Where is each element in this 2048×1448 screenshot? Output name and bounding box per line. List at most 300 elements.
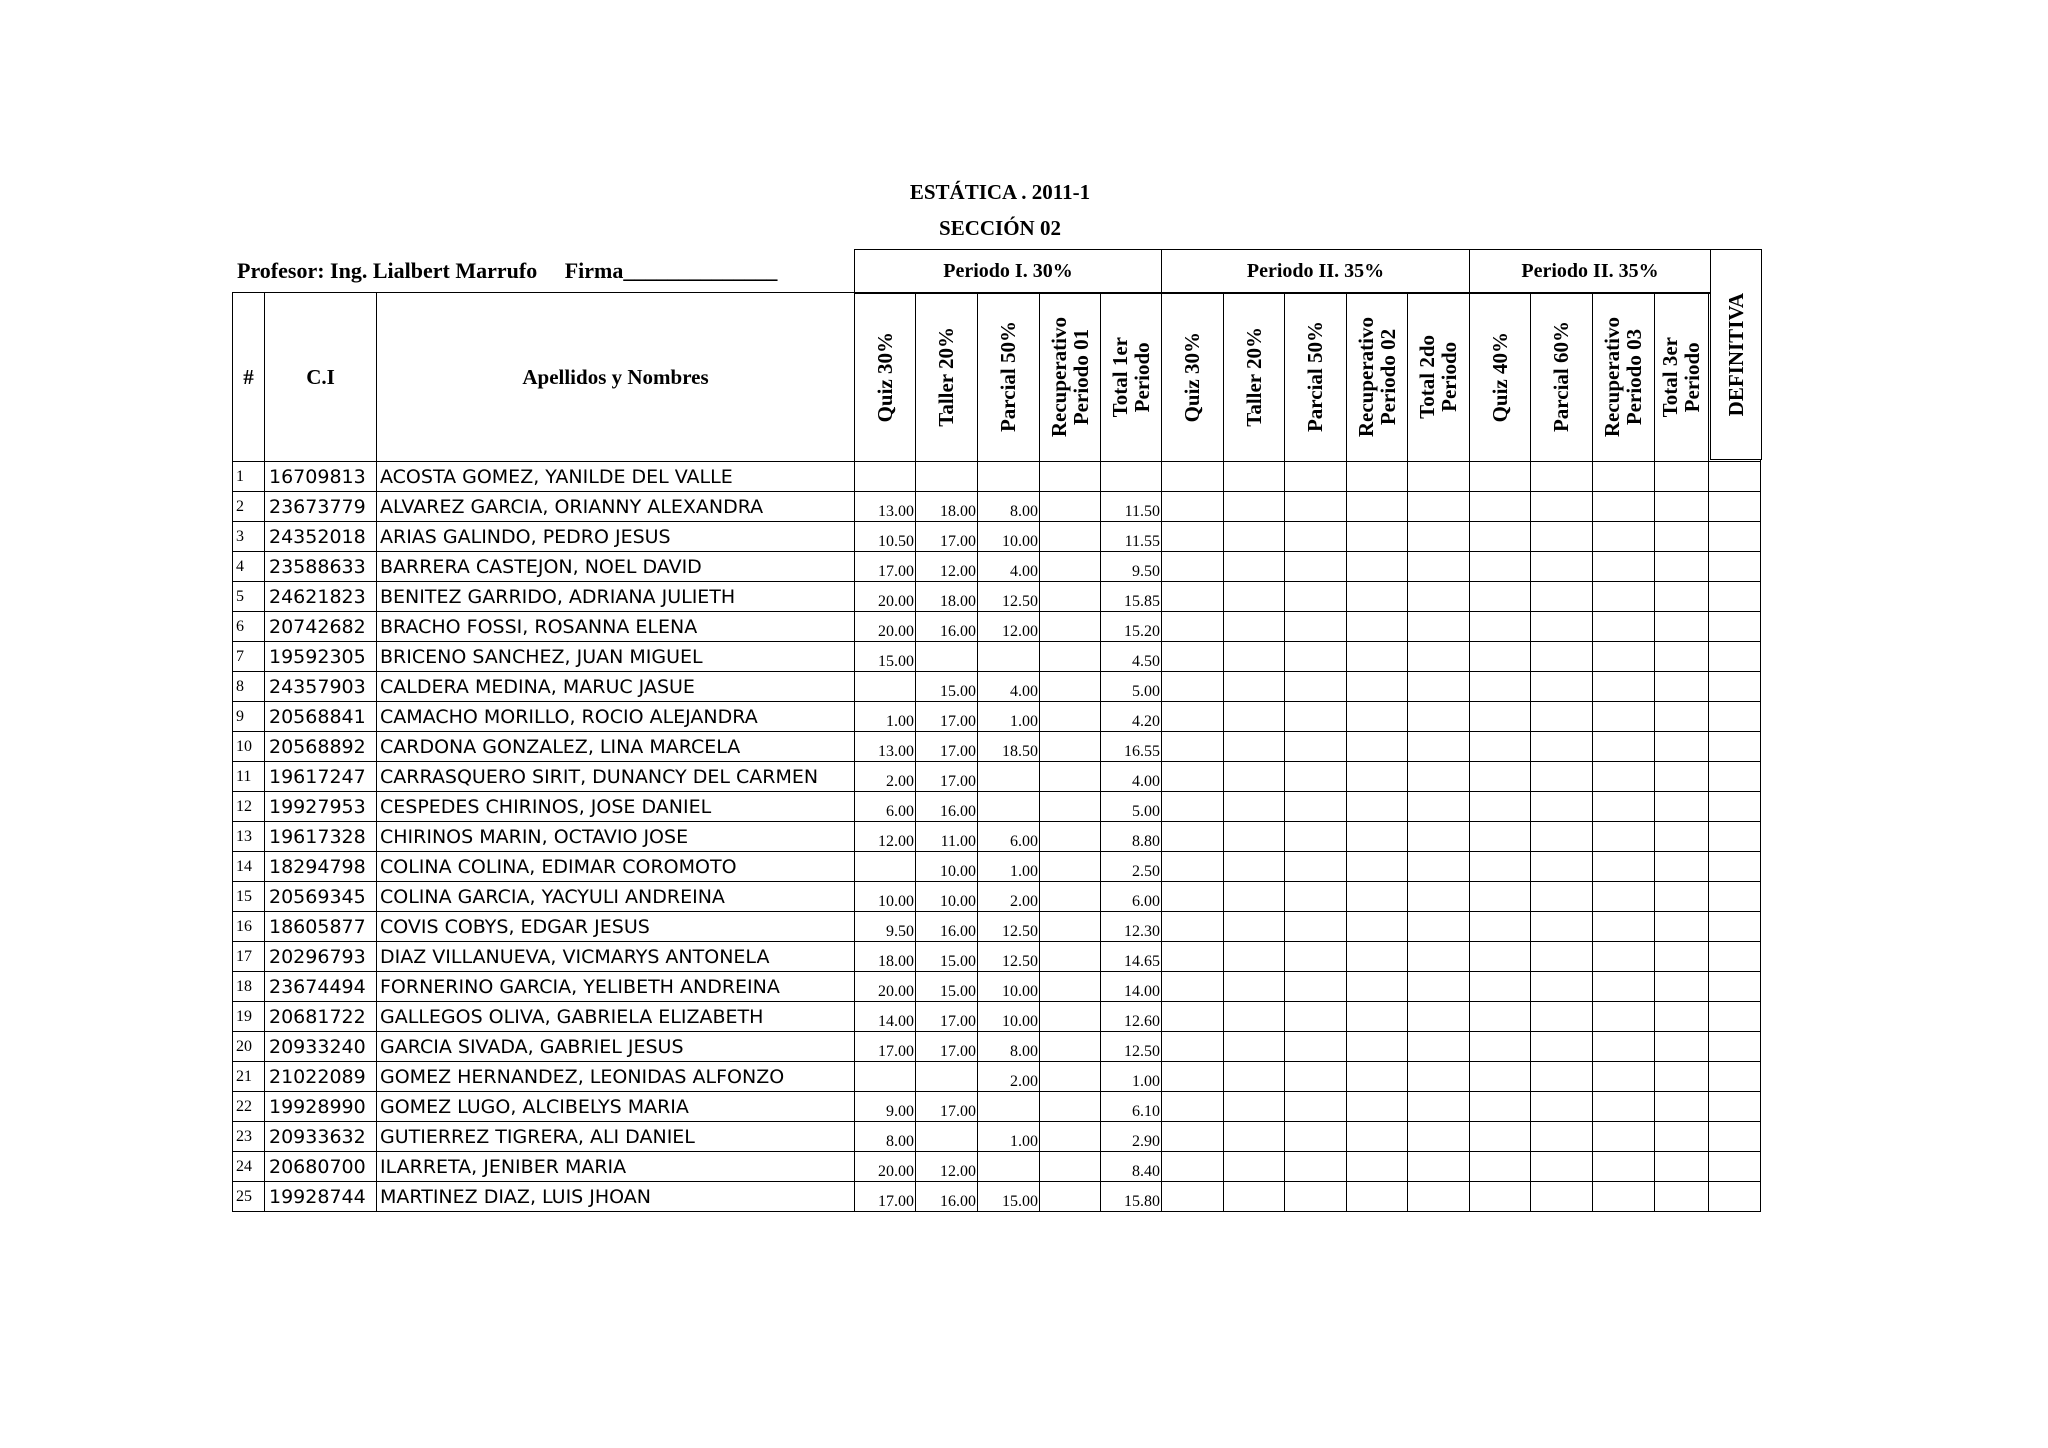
grade-p3-quiz bbox=[1470, 1002, 1531, 1032]
grade-p2-quiz bbox=[1162, 852, 1224, 882]
grade-p2-total bbox=[1408, 552, 1470, 582]
grade-p1-parcial: 1.00 bbox=[978, 1122, 1040, 1152]
grade-p1-quiz: 8.00 bbox=[855, 1122, 916, 1152]
grade-p2-quiz bbox=[1162, 942, 1224, 972]
row-number: 19 bbox=[233, 1002, 265, 1032]
grade-p1-taller: 12.00 bbox=[916, 552, 978, 582]
grade-p3-total bbox=[1655, 942, 1709, 972]
student-ci: 20568841 bbox=[265, 702, 377, 732]
grade-p1-recuperativo bbox=[1040, 1062, 1101, 1092]
grade-p1-recuperativo bbox=[1040, 972, 1101, 1002]
grade-p1-parcial bbox=[978, 1092, 1040, 1122]
period-3-header: Periodo II. 35% bbox=[1470, 250, 1711, 294]
grade-p3-quiz bbox=[1470, 942, 1531, 972]
grade-p3-parcial bbox=[1531, 792, 1593, 822]
student-row bbox=[233, 792, 1761, 822]
header-p3-parcial: Parcial 60% bbox=[1531, 293, 1593, 462]
student-row bbox=[233, 462, 1761, 492]
student-ci: 18294798 bbox=[265, 852, 377, 882]
grade-p2-quiz bbox=[1162, 1182, 1224, 1212]
grade-p3-recuperativo bbox=[1593, 702, 1655, 732]
student-row bbox=[233, 492, 1761, 522]
grade-p1-recuperativo bbox=[1040, 762, 1101, 792]
grade-p1-recuperativo bbox=[1040, 882, 1101, 912]
grade-p1-taller: 17.00 bbox=[916, 732, 978, 762]
header-p3-quiz: Quiz 40% bbox=[1470, 293, 1531, 462]
grade-p3-parcial bbox=[1531, 1182, 1593, 1212]
grade-p1-parcial: 12.50 bbox=[978, 582, 1040, 612]
grade-p3-total bbox=[1655, 1182, 1709, 1212]
grade-p2-total bbox=[1408, 612, 1470, 642]
grade-p1-parcial: 2.00 bbox=[978, 882, 1040, 912]
student-name: DIAZ VILLANUEVA, VICMARYS ANTONELA bbox=[377, 942, 855, 972]
student-row bbox=[233, 1122, 1761, 1152]
student-name: ILARRETA, JENIBER MARIA bbox=[377, 1152, 855, 1182]
grade-definitiva bbox=[1709, 1122, 1761, 1152]
header-ci: C.I bbox=[265, 293, 377, 462]
grade-p3-quiz bbox=[1470, 702, 1531, 732]
grade-p1-taller: 18.00 bbox=[916, 582, 978, 612]
student-name: GARCIA SIVADA, GABRIEL JESUS bbox=[377, 1032, 855, 1062]
grade-p1-recuperativo bbox=[1040, 1092, 1101, 1122]
grade-p1-taller: 15.00 bbox=[916, 942, 978, 972]
grade-p2-quiz bbox=[1162, 792, 1224, 822]
row-number: 11 bbox=[233, 762, 265, 792]
grade-p1-quiz: 9.50 bbox=[855, 912, 916, 942]
grade-p1-total: 8.80 bbox=[1101, 822, 1162, 852]
row-number: 20 bbox=[233, 1032, 265, 1062]
grade-p2-recuperativo bbox=[1347, 672, 1408, 702]
grade-p2-quiz bbox=[1162, 762, 1224, 792]
grade-p2-total bbox=[1408, 732, 1470, 762]
grade-p1-parcial: 18.50 bbox=[978, 732, 1040, 762]
grade-p2-recuperativo bbox=[1347, 1002, 1408, 1032]
grade-p3-parcial bbox=[1531, 462, 1593, 492]
grade-p3-parcial bbox=[1531, 522, 1593, 552]
grade-p1-quiz: 13.00 bbox=[855, 492, 916, 522]
grade-p3-recuperativo bbox=[1593, 492, 1655, 522]
grade-p1-taller: 15.00 bbox=[916, 672, 978, 702]
grade-p3-parcial bbox=[1531, 642, 1593, 672]
grade-p3-total bbox=[1655, 1032, 1709, 1062]
grade-p2-quiz bbox=[1162, 672, 1224, 702]
grade-p1-quiz: 15.00 bbox=[855, 642, 916, 672]
grade-p3-quiz bbox=[1470, 492, 1531, 522]
student-row bbox=[233, 822, 1761, 852]
row-number: 1 bbox=[233, 462, 265, 492]
student-ci: 23674494 bbox=[265, 972, 377, 1002]
grade-p2-parcial bbox=[1285, 582, 1347, 612]
student-ci: 24357903 bbox=[265, 672, 377, 702]
grade-p1-quiz: 10.00 bbox=[855, 882, 916, 912]
header-p2-parcial: Parcial 50% bbox=[1285, 293, 1347, 462]
grade-p3-recuperativo bbox=[1593, 582, 1655, 612]
grade-p3-quiz bbox=[1470, 552, 1531, 582]
student-name: GUTIERREZ TIGRERA, ALI DANIEL bbox=[377, 1122, 855, 1152]
grade-p3-quiz bbox=[1470, 1182, 1531, 1212]
grade-p2-parcial bbox=[1285, 822, 1347, 852]
grade-p2-parcial bbox=[1285, 1032, 1347, 1062]
grade-p3-total bbox=[1655, 552, 1709, 582]
grade-p1-total: 12.30 bbox=[1101, 912, 1162, 942]
student-name: MARTINEZ DIAZ, LUIS JHOAN bbox=[377, 1182, 855, 1212]
student-row bbox=[233, 642, 1761, 672]
grade-p1-recuperativo bbox=[1040, 492, 1101, 522]
student-name: COLINA COLINA, EDIMAR COROMOTO bbox=[377, 852, 855, 882]
grade-p1-total: 6.00 bbox=[1101, 882, 1162, 912]
student-name: CARRASQUERO SIRIT, DUNANCY DEL CARMEN bbox=[377, 762, 855, 792]
grade-p3-total bbox=[1655, 762, 1709, 792]
grade-definitiva bbox=[1709, 642, 1761, 672]
grade-p2-quiz bbox=[1162, 702, 1224, 732]
student-ci: 19928990 bbox=[265, 1092, 377, 1122]
grade-p2-total bbox=[1408, 822, 1470, 852]
grade-p1-parcial bbox=[978, 642, 1040, 672]
grade-p1-total: 5.00 bbox=[1101, 792, 1162, 822]
row-number: 24 bbox=[233, 1152, 265, 1182]
header-name: Apellidos y Nombres bbox=[377, 293, 855, 462]
period-header-table bbox=[854, 249, 1711, 294]
student-ci: 23673779 bbox=[265, 492, 377, 522]
grade-p2-parcial bbox=[1285, 492, 1347, 522]
grade-p3-parcial bbox=[1531, 1002, 1593, 1032]
grade-p2-parcial bbox=[1285, 642, 1347, 672]
grade-p1-total: 5.00 bbox=[1101, 672, 1162, 702]
grade-p2-quiz bbox=[1162, 612, 1224, 642]
grade-p1-total: 14.00 bbox=[1101, 972, 1162, 1002]
grade-definitiva bbox=[1709, 822, 1761, 852]
grade-p3-recuperativo bbox=[1593, 762, 1655, 792]
grade-p2-recuperativo bbox=[1347, 1032, 1408, 1062]
grade-p1-taller bbox=[916, 1062, 978, 1092]
grade-p2-parcial bbox=[1285, 462, 1347, 492]
grade-p1-quiz: 20.00 bbox=[855, 972, 916, 1002]
grade-p3-recuperativo bbox=[1593, 1032, 1655, 1062]
grade-p3-parcial bbox=[1531, 762, 1593, 792]
grade-p1-recuperativo bbox=[1040, 852, 1101, 882]
grade-p1-recuperativo bbox=[1040, 1032, 1101, 1062]
grade-definitiva bbox=[1709, 1182, 1761, 1212]
grade-p3-parcial bbox=[1531, 672, 1593, 702]
grade-definitiva bbox=[1709, 792, 1761, 822]
grade-p2-taller bbox=[1224, 582, 1285, 612]
student-row bbox=[233, 1062, 1761, 1092]
grade-p1-quiz: 14.00 bbox=[855, 1002, 916, 1032]
row-number: 16 bbox=[233, 912, 265, 942]
grade-p1-taller: 15.00 bbox=[916, 972, 978, 1002]
grade-p2-quiz bbox=[1162, 1002, 1224, 1032]
grade-p1-recuperativo bbox=[1040, 732, 1101, 762]
grade-p2-total bbox=[1408, 1032, 1470, 1062]
row-number: 3 bbox=[233, 522, 265, 552]
grade-p2-recuperativo bbox=[1347, 1062, 1408, 1092]
grade-p1-parcial: 1.00 bbox=[978, 852, 1040, 882]
grade-definitiva bbox=[1709, 1152, 1761, 1182]
grade-p1-quiz: 10.50 bbox=[855, 522, 916, 552]
grade-definitiva bbox=[1709, 1062, 1761, 1092]
student-ci: 20933240 bbox=[265, 1032, 377, 1062]
grade-p2-total bbox=[1408, 972, 1470, 1002]
student-name: GOMEZ LUGO, ALCIBELYS MARIA bbox=[377, 1092, 855, 1122]
grade-p2-parcial bbox=[1285, 942, 1347, 972]
student-row bbox=[233, 882, 1761, 912]
grade-p3-total bbox=[1655, 672, 1709, 702]
header-p1-total: Total 1er Periodo bbox=[1101, 293, 1162, 462]
section-title: SECCIÓN 02 bbox=[939, 216, 1061, 240]
grade-p1-parcial: 4.00 bbox=[978, 552, 1040, 582]
grade-p1-recuperativo bbox=[1040, 552, 1101, 582]
grade-p2-recuperativo bbox=[1347, 792, 1408, 822]
header-p3-recuperativo: Recuperativo Periodo 03 bbox=[1593, 293, 1655, 462]
student-ci: 19592305 bbox=[265, 642, 377, 672]
student-name: CHIRINOS MARIN, OCTAVIO JOSE bbox=[377, 822, 855, 852]
row-number: 9 bbox=[233, 702, 265, 732]
grade-p2-parcial bbox=[1285, 702, 1347, 732]
grade-p3-recuperativo bbox=[1593, 612, 1655, 642]
grade-p3-parcial bbox=[1531, 552, 1593, 582]
student-row bbox=[233, 912, 1761, 942]
grade-p2-total bbox=[1408, 672, 1470, 702]
student-row bbox=[233, 672, 1761, 702]
grade-p2-total bbox=[1408, 1152, 1470, 1182]
grade-p2-taller bbox=[1224, 1062, 1285, 1092]
grade-p1-quiz: 18.00 bbox=[855, 942, 916, 972]
grade-p3-total bbox=[1655, 702, 1709, 732]
grade-p2-total bbox=[1408, 492, 1470, 522]
grade-p2-parcial bbox=[1285, 522, 1347, 552]
grade-p1-quiz bbox=[855, 852, 916, 882]
grade-p1-taller: 16.00 bbox=[916, 912, 978, 942]
grade-p2-parcial bbox=[1285, 672, 1347, 702]
grade-p2-recuperativo bbox=[1347, 552, 1408, 582]
grade-p1-quiz: 2.00 bbox=[855, 762, 916, 792]
student-ci: 21022089 bbox=[265, 1062, 377, 1092]
grade-p2-taller bbox=[1224, 522, 1285, 552]
grade-p2-taller bbox=[1224, 612, 1285, 642]
grade-p2-quiz bbox=[1162, 1122, 1224, 1152]
grade-p1-parcial: 10.00 bbox=[978, 972, 1040, 1002]
grade-p3-quiz bbox=[1470, 1062, 1531, 1092]
grade-p3-quiz bbox=[1470, 582, 1531, 612]
grade-p2-taller bbox=[1224, 1032, 1285, 1062]
student-name: GOMEZ HERNANDEZ, LEONIDAS ALFONZO bbox=[377, 1062, 855, 1092]
grade-p3-quiz bbox=[1470, 642, 1531, 672]
grade-p3-recuperativo bbox=[1593, 552, 1655, 582]
student-name: ARIAS GALINDO, PEDRO JESUS bbox=[377, 522, 855, 552]
student-name: FORNERINO GARCIA, YELIBETH ANDREINA bbox=[377, 972, 855, 1002]
grade-p2-total bbox=[1408, 702, 1470, 732]
grade-p2-total bbox=[1408, 942, 1470, 972]
student-name: BARRERA CASTEJON, NOEL DAVID bbox=[377, 552, 855, 582]
grade-p2-quiz bbox=[1162, 822, 1224, 852]
grade-p1-quiz: 13.00 bbox=[855, 732, 916, 762]
grade-p3-quiz bbox=[1470, 672, 1531, 702]
row-number: 17 bbox=[233, 942, 265, 972]
grade-p2-recuperativo bbox=[1347, 462, 1408, 492]
grade-p2-quiz bbox=[1162, 462, 1224, 492]
grade-p3-recuperativo bbox=[1593, 1122, 1655, 1152]
student-name: BENITEZ GARRIDO, ADRIANA JULIETH bbox=[377, 582, 855, 612]
grade-p3-recuperativo bbox=[1593, 1002, 1655, 1032]
row-number: 10 bbox=[233, 732, 265, 762]
grade-p1-taller: 16.00 bbox=[916, 792, 978, 822]
student-ci: 19617247 bbox=[265, 762, 377, 792]
grade-p3-parcial bbox=[1531, 732, 1593, 762]
student-ci: 19928744 bbox=[265, 1182, 377, 1212]
grade-p1-taller: 10.00 bbox=[916, 852, 978, 882]
grade-p1-quiz bbox=[855, 462, 916, 492]
grade-p3-total bbox=[1655, 1002, 1709, 1032]
grade-p3-total bbox=[1655, 642, 1709, 672]
student-row bbox=[233, 582, 1761, 612]
header-p2-quiz: Quiz 30% bbox=[1162, 293, 1224, 462]
grade-definitiva bbox=[1709, 522, 1761, 552]
grade-p3-total bbox=[1655, 822, 1709, 852]
grade-definitiva bbox=[1709, 972, 1761, 1002]
grade-p1-quiz: 17.00 bbox=[855, 1182, 916, 1212]
grade-p2-quiz bbox=[1162, 1092, 1224, 1122]
grade-p1-parcial: 4.00 bbox=[978, 672, 1040, 702]
grade-p2-recuperativo bbox=[1347, 822, 1408, 852]
grade-p1-taller: 12.00 bbox=[916, 1152, 978, 1182]
grade-p3-quiz bbox=[1470, 522, 1531, 552]
grade-p1-parcial bbox=[978, 1152, 1040, 1182]
grade-p1-recuperativo bbox=[1040, 522, 1101, 552]
grade-p1-parcial: 8.00 bbox=[978, 492, 1040, 522]
grade-p2-taller bbox=[1224, 492, 1285, 522]
grade-p3-quiz bbox=[1470, 732, 1531, 762]
grade-p1-quiz: 20.00 bbox=[855, 612, 916, 642]
grade-p1-recuperativo bbox=[1040, 702, 1101, 732]
grade-p1-quiz: 20.00 bbox=[855, 582, 916, 612]
grade-p2-recuperativo bbox=[1347, 1182, 1408, 1212]
grade-p3-total bbox=[1655, 792, 1709, 822]
row-number: 23 bbox=[233, 1122, 265, 1152]
grade-p1-taller bbox=[916, 462, 978, 492]
grade-definitiva bbox=[1709, 1002, 1761, 1032]
grade-p3-quiz bbox=[1470, 792, 1531, 822]
grade-p2-taller bbox=[1224, 912, 1285, 942]
grade-p2-total bbox=[1408, 1062, 1470, 1092]
grade-p3-parcial bbox=[1531, 972, 1593, 1002]
grade-p1-quiz bbox=[855, 672, 916, 702]
grade-definitiva bbox=[1709, 1032, 1761, 1062]
student-row bbox=[233, 612, 1761, 642]
grade-p2-taller bbox=[1224, 972, 1285, 1002]
grade-p2-recuperativo bbox=[1347, 972, 1408, 1002]
student-row bbox=[233, 552, 1761, 582]
grade-p1-quiz bbox=[855, 1062, 916, 1092]
grade-p3-total bbox=[1655, 1122, 1709, 1152]
grade-p1-recuperativo bbox=[1040, 672, 1101, 702]
grade-p2-total bbox=[1408, 912, 1470, 942]
grade-p3-parcial bbox=[1531, 852, 1593, 882]
grade-p3-recuperativo bbox=[1593, 1062, 1655, 1092]
grade-p2-recuperativo bbox=[1347, 1152, 1408, 1182]
grade-p1-total: 4.00 bbox=[1101, 762, 1162, 792]
grade-p1-recuperativo bbox=[1040, 612, 1101, 642]
grade-p2-quiz bbox=[1162, 492, 1224, 522]
student-row bbox=[233, 1002, 1761, 1032]
header-number: # bbox=[233, 293, 265, 462]
grade-p2-taller bbox=[1224, 672, 1285, 702]
grade-p3-parcial bbox=[1531, 492, 1593, 522]
row-number: 6 bbox=[233, 612, 265, 642]
course-title: ESTÁTICA . 2011-1 bbox=[909, 180, 1091, 204]
grade-p3-quiz bbox=[1470, 912, 1531, 942]
grade-p2-quiz bbox=[1162, 972, 1224, 1002]
grade-p1-recuperativo bbox=[1040, 1152, 1101, 1182]
header-p1-taller: Taller 20% bbox=[916, 293, 978, 462]
student-row bbox=[233, 1182, 1761, 1212]
grade-p2-parcial bbox=[1285, 762, 1347, 792]
grade-p3-quiz bbox=[1470, 1122, 1531, 1152]
grade-p3-quiz bbox=[1470, 852, 1531, 882]
grades-table bbox=[232, 292, 1761, 1212]
grade-definitiva bbox=[1709, 582, 1761, 612]
grade-p1-parcial: 12.50 bbox=[978, 942, 1040, 972]
row-number: 7 bbox=[233, 642, 265, 672]
grade-p2-taller bbox=[1224, 882, 1285, 912]
grade-p3-total bbox=[1655, 882, 1709, 912]
grade-p1-parcial: 12.50 bbox=[978, 912, 1040, 942]
grade-definitiva bbox=[1709, 852, 1761, 882]
grade-p2-quiz bbox=[1162, 552, 1224, 582]
grade-p2-quiz bbox=[1162, 732, 1224, 762]
period-1-header: Periodo I. 30% bbox=[855, 250, 1162, 294]
grade-p2-parcial bbox=[1285, 1152, 1347, 1182]
header-definitiva: DEFINITIVA bbox=[1710, 249, 1762, 460]
grade-p2-recuperativo bbox=[1347, 522, 1408, 552]
student-ci: 20568892 bbox=[265, 732, 377, 762]
grade-p3-quiz bbox=[1470, 1032, 1531, 1062]
grade-p1-quiz: 12.00 bbox=[855, 822, 916, 852]
grade-p2-taller bbox=[1224, 1182, 1285, 1212]
grade-p3-parcial bbox=[1531, 1092, 1593, 1122]
grade-p2-quiz bbox=[1162, 882, 1224, 912]
grade-p2-parcial bbox=[1285, 1182, 1347, 1212]
grade-p3-total bbox=[1655, 612, 1709, 642]
grade-definitiva bbox=[1709, 672, 1761, 702]
student-name: CESPEDES CHIRINOS, JOSE DANIEL bbox=[377, 792, 855, 822]
grade-p2-quiz bbox=[1162, 912, 1224, 942]
grade-p1-taller: 17.00 bbox=[916, 522, 978, 552]
grade-definitiva bbox=[1709, 942, 1761, 972]
grade-p2-total bbox=[1408, 792, 1470, 822]
grade-p2-taller bbox=[1224, 702, 1285, 732]
grade-p1-taller: 11.00 bbox=[916, 822, 978, 852]
grade-p1-total: 11.50 bbox=[1101, 492, 1162, 522]
grade-p3-total bbox=[1655, 912, 1709, 942]
grade-p1-quiz: 20.00 bbox=[855, 1152, 916, 1182]
student-name: COVIS COBYS, EDGAR JESUS bbox=[377, 912, 855, 942]
grade-p3-parcial bbox=[1531, 1062, 1593, 1092]
grade-p3-total bbox=[1655, 1152, 1709, 1182]
grade-p3-quiz bbox=[1470, 822, 1531, 852]
grade-p2-taller bbox=[1224, 552, 1285, 582]
student-name: BRICENO SANCHEZ, JUAN MIGUEL bbox=[377, 642, 855, 672]
row-number: 15 bbox=[233, 882, 265, 912]
grade-p1-quiz: 1.00 bbox=[855, 702, 916, 732]
grade-definitiva bbox=[1709, 612, 1761, 642]
grade-p3-recuperativo bbox=[1593, 852, 1655, 882]
grade-p1-recuperativo bbox=[1040, 822, 1101, 852]
grade-p1-total: 14.65 bbox=[1101, 942, 1162, 972]
grade-p1-recuperativo bbox=[1040, 642, 1101, 672]
row-number: 22 bbox=[233, 1092, 265, 1122]
row-number: 13 bbox=[233, 822, 265, 852]
grade-p1-taller: 18.00 bbox=[916, 492, 978, 522]
